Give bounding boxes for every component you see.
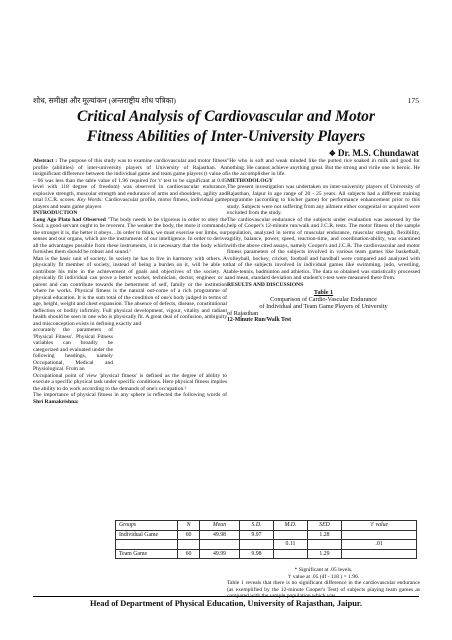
intro-paragraph-4 <box>33 392 227 405</box>
header-n: N <box>178 521 200 531</box>
table-caption-line-1: Comparison of Cardio-Vascular Endurance <box>270 296 377 303</box>
cell-mean: 49.98 <box>200 530 240 540</box>
cell-md <box>274 530 308 540</box>
cell-n: 60 <box>178 549 200 559</box>
table-row <box>116 540 417 550</box>
diamond-icon: ❖ <box>328 149 336 158</box>
footnote-significance: * Significant at .05 levels. <box>294 567 353 573</box>
abstract-text: The purpose of this study was to examine cardiovascular and motor fitness profile (abilities) of inter-university players of University of Rajasthan. An insignificant difference between the individual game and team game players (t value of – 06 was less than the table value of 1.96 required for 't' test to be significant at 0.05 level with 118 degree of freedom) was observed in cardiovascular endurance, explosive strength, muscular strength and endurance of arms and shoulders, agility and total J.C.R. scores. <box>33 158 228 203</box>
header-groups: Groups <box>116 521 178 531</box>
header-t-value: 't' value <box>342 521 417 531</box>
table-subtitle: 12-Minute Run/Walk Test <box>227 317 292 323</box>
keywords-label: Key Words: <box>77 197 104 203</box>
header-sed: SED <box>308 521 342 531</box>
wrap-text-block: accurately the parameters of 'Physical Fitness'. Physical Fitness variables can broadly be categorized and evaluated under the following headings, namely Occupational, Medical and Physiological. From an <box>33 327 113 372</box>
table-number: Table 1 <box>313 289 334 296</box>
cell-mean <box>200 540 240 550</box>
abstract-label: Abstract : <box>33 158 58 164</box>
intro-paragraph-2: Man is the basic unit of society. In society he has to live in harmony with others. A physically fit member of society, instead of being a burden on it, will be able to contribute his mite in the achievement of goals and objectives of the society. A physically fit individual can prove a better worker, technician, doctor, engineer or a parent and can contribute towards the betterment of self, family or the institution where he works. Physical fitness is the natural out-come of a rich programme of physical education. It is the sum total of the condition of one's body judged in terms of age, height, weight and chest expansion. The absence of defects, disease, constitutional deflection or bodily infirmity. Full physical development, vigour, vitality and radiant health should be seen in one who is physically fit. A great deal of confusion, ambiguity and misconception exists in defining exactly and <box>33 255 227 327</box>
table-caption <box>227 289 420 317</box>
cell-sed: 1.29 <box>308 549 342 559</box>
header-mean: Mean <box>200 521 240 531</box>
cell-n: 60 <box>178 530 200 540</box>
methodology-heading: METHODOLOGY <box>227 177 273 184</box>
cell-sd: 9.98 <box>240 549 274 559</box>
methodology-paragraph-2: The cardiovascular endurance of the subjects under evaluation was assessed by the help of Cooper's 12-minute run/walk and J.C.R. tests. The motor fitness of the sample population, analyzed in terms of muscular endurance, muscular strength, flexibility, agility, balance, power, speed, reaction-time, and coordination-ability, was examined with the above cited assays, namely Cooper's and J.C.R. The cardiovascular and motor fitness parameters of the subjects involved in various team games like basketball, volleyball, hockey, cricket, football and handball were compared and analyzed with that of the subjects involved in individual games like swimming, judo, wrestling, table-tennis, badminton and athletics. The data so obtained was statistically processed and mean, standard deviation and student's t-test were measured there from. <box>227 216 420 281</box>
methodology-paragraph-1: The present investigation was undertaken on inter-university players of University of Rajasthan, Jaipur in age range of 20 - 25 years. All subjects had a different training programme (according to his/her game) for performance enhancement prior to this study. Subjects were not suffering from any ailment either congenital or acquired were excluded from the study. <box>227 184 420 216</box>
title-line-1: Critical Analysis of Cardiovascular and Motor <box>77 108 375 125</box>
plato-quote: "The body needs to be vigorous in order to obey the Soul; a good servant ought to be reverent. The weaker the body, the more it commands, the stronger it is, the better it obeys…In order to think, we must exercise our limbs, our senses and our organs, which are the instruments of our intelligence. In order to derive all the advantages possible from these instruments, it is necessary that the body which furnishes them should be robust and sound.¹ <box>33 216 227 255</box>
keywords-text: Cardiovascular profile, motor fitness, individual game players and team game players <box>33 197 228 210</box>
cell-n <box>178 540 200 550</box>
running-head <box>33 96 419 106</box>
intro-paragraph-1 <box>33 217 227 256</box>
cell-mean: 49.99 <box>200 549 240 559</box>
results-heading: RESULTS AND DISCUSSIONS <box>227 281 304 288</box>
table-caption-line-3: of Rajasthan <box>227 310 259 317</box>
header-sd: S.D. <box>240 521 274 531</box>
introduction-heading: INTRODUCTION <box>33 210 78 216</box>
author-line <box>329 148 419 158</box>
footnote-t-value: 't' value at .05 (df - 118 ) = 1.96. <box>287 573 360 580</box>
header-md: M.D. <box>274 521 308 531</box>
cell-sed <box>308 540 342 550</box>
right-column <box>227 158 420 324</box>
cell-sed: 1.28 <box>308 530 342 540</box>
table-row <box>116 549 417 559</box>
cell-md: 0.11 <box>274 540 308 550</box>
title-line-2: Fitness Abilities of Inter-University Players <box>86 127 366 145</box>
cell-sd <box>240 540 274 550</box>
cell-t <box>342 549 417 559</box>
cell-t: .01 <box>342 540 417 550</box>
author-affiliation: Head of Department of Physical Education, University of Rajasthan, Jaipur. <box>90 599 362 608</box>
results-table <box>115 520 417 559</box>
author-name: Dr. M.S. Chundawat <box>337 148 419 158</box>
abstract <box>33 158 227 210</box>
cell-group: Individual Game <box>116 530 178 540</box>
ramakrishna-name: Shri Ramakrishna: <box>33 398 79 405</box>
table-header-row <box>116 521 417 531</box>
plato-lead: Long Ago Plato had Observed <box>33 216 106 223</box>
cell-group: Team Game <box>116 549 178 559</box>
article-title <box>30 107 422 146</box>
left-column <box>33 158 227 405</box>
cell-sd: 9.97 <box>240 530 274 540</box>
table-row <box>116 530 417 540</box>
right-paragraph-1: "He who is soft and weak minded like the putted rice soaked in milk and good for nothing. He cannot achieve anything great. But the strong and virile one is heroic. He is the accomplisher in life. <box>227 158 420 177</box>
table-caption-line-2: of Individual and Team Game Players of University <box>259 303 388 310</box>
footer-divider <box>33 596 419 597</box>
cell-t <box>342 530 417 540</box>
results-paragraph: Table 1 reveals that there is no significant difference in the cardiovascular endurance (as exemplified by the 12-minute Cooper's Test) of subjects playing team games as compared with the sample population which was <box>227 580 420 599</box>
ramakrishna-lead: The importance of physical fitness in any sphere is reflected the following words of <box>33 392 227 398</box>
journal-name: शोध, समीक्षा और मूल्यांकन (अन्तराष्ट्रीय शोध पत्रिका) <box>33 96 176 105</box>
cell-md <box>274 549 308 559</box>
intro-paragraph-3: Occupational point of view 'physical fitness' is defined as the degree of ability to execute a specific physical task under specific conditions. Here physical fitness implies the ability to do work according to the demands of one's occupation.² <box>33 372 227 392</box>
cell-group <box>116 540 178 550</box>
table-notes <box>227 567 420 600</box>
page-number: 175 <box>407 96 419 105</box>
